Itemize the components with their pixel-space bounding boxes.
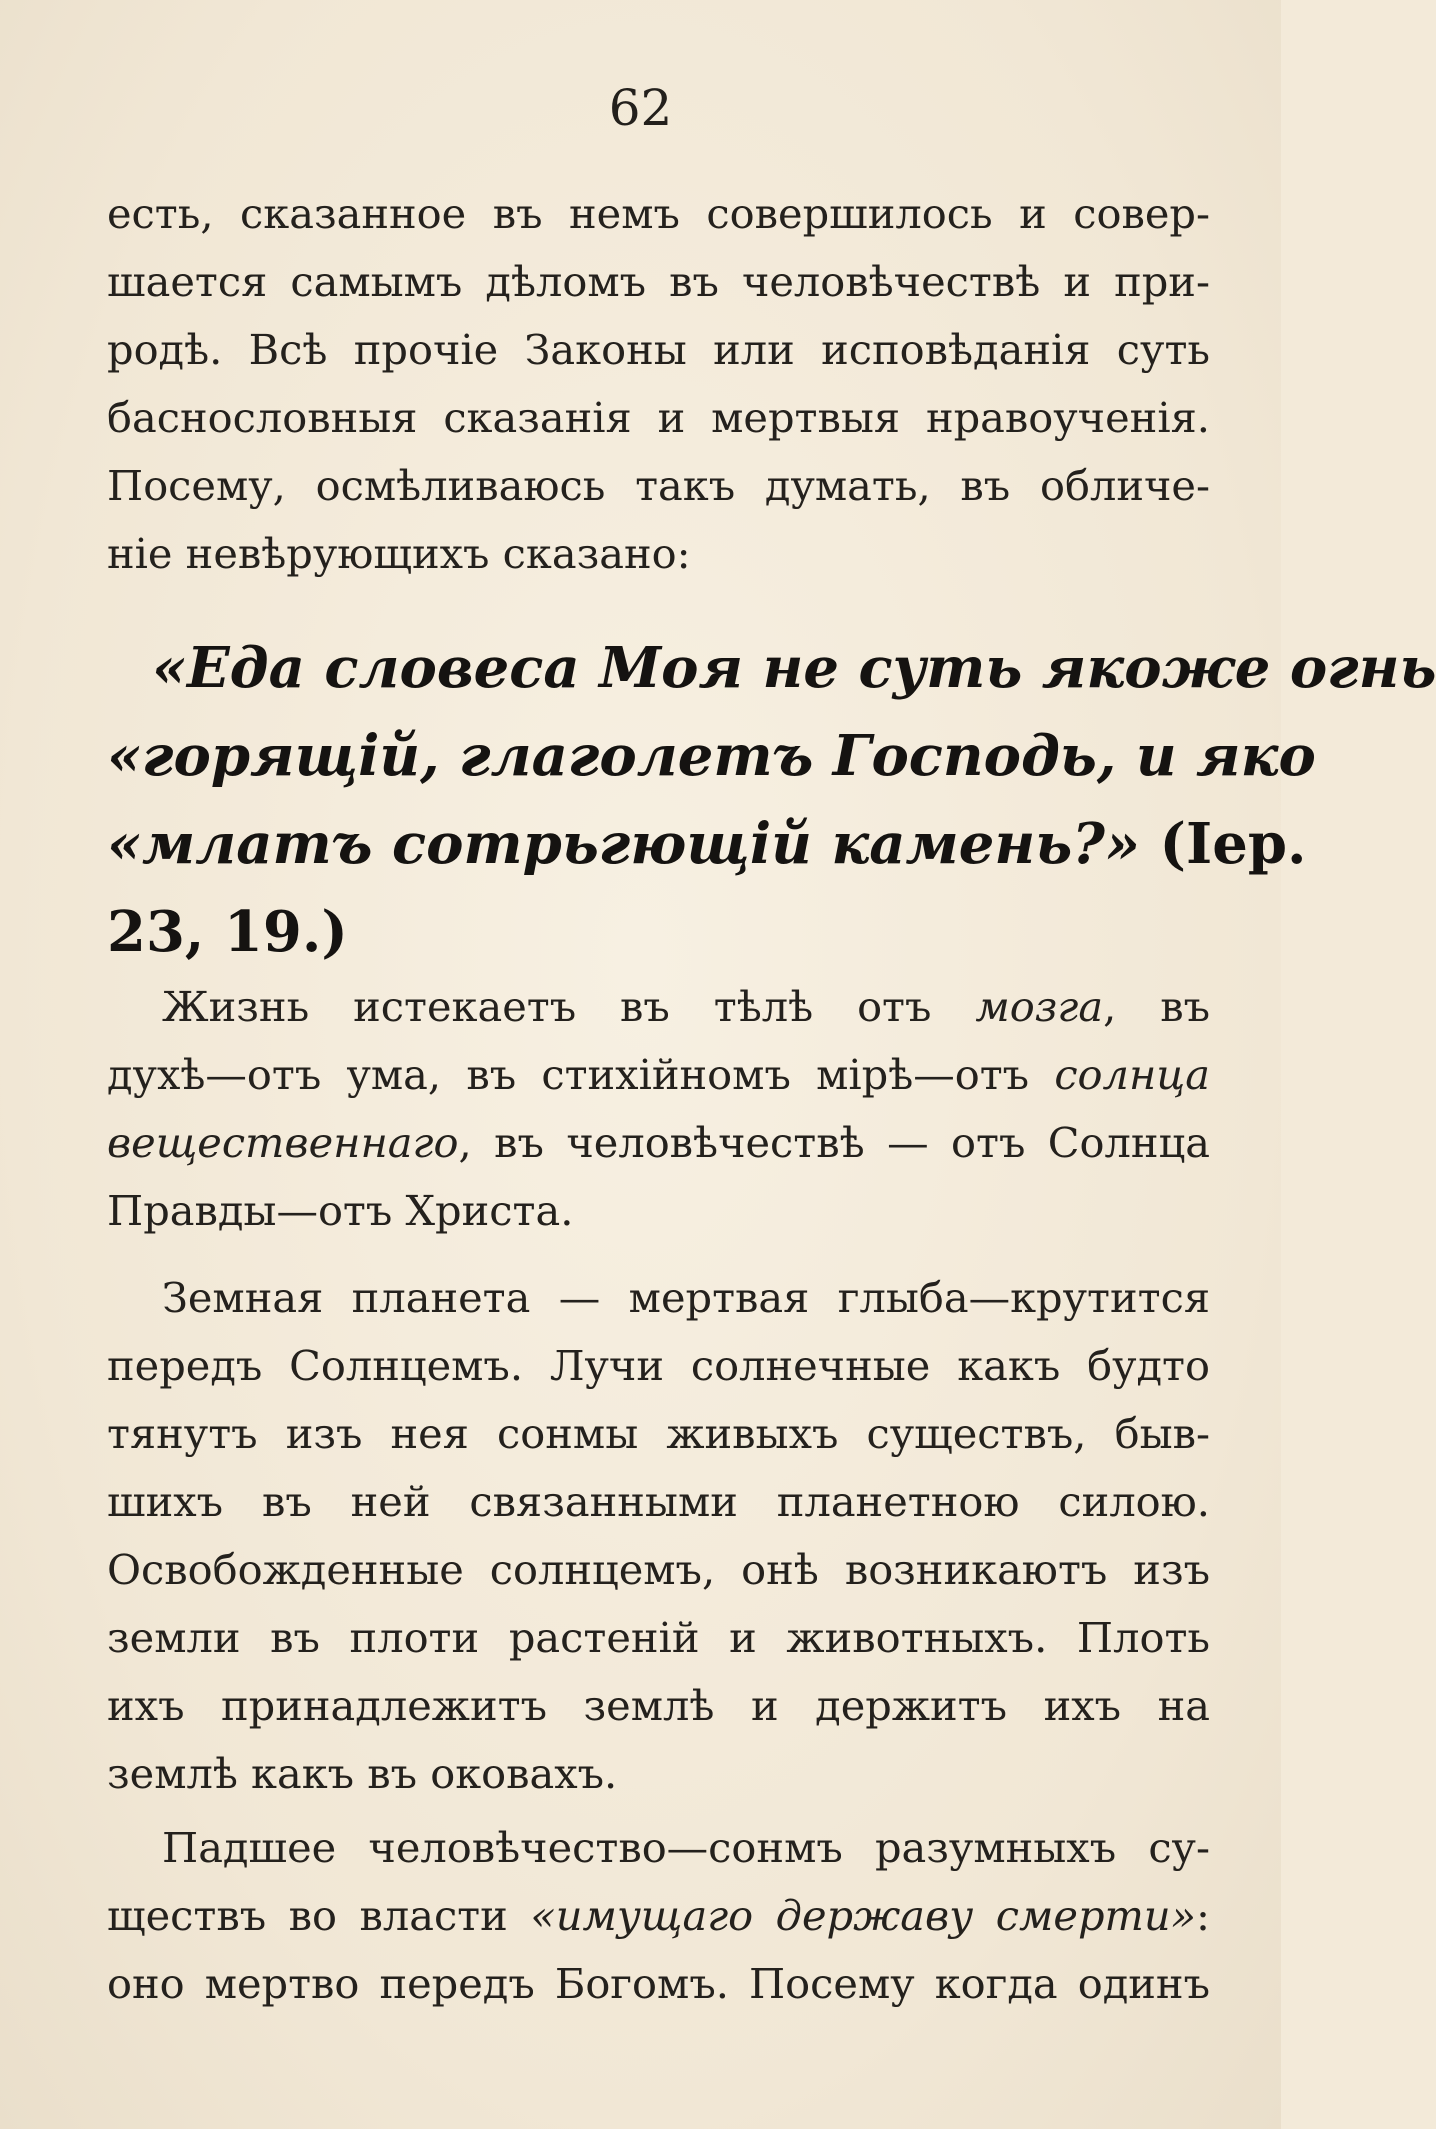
italic-phrase: «имущаго державу смерти» [530,1891,1196,1940]
text-line [107,1109,1210,1177]
text-line: ихъ принадлежитъ землѣ и держитъ ихъ на [107,1681,1210,1730]
quote-reference: (Іер. [1159,811,1307,877]
paragraph-2 [107,973,1210,1245]
text-line: землѣ какъ въ оковахъ. [107,1749,618,1798]
paragraph-1 [107,180,1210,588]
text-line: есть, сказанное въ немъ совершилось и совер- [107,189,1210,238]
text-line [107,973,1210,1041]
quote-reference-numbers: 23, 19.) [107,899,348,965]
quote-line [107,800,1307,888]
text-span: ществъ во власти [107,1891,508,1940]
text-line: земли въ плоти растеній и животныхъ. Плоть [107,1613,1210,1662]
italic-word: мозга [975,982,1104,1031]
text-line: родѣ. Всѣ прочіе Законы или исповѣданія суть [107,325,1210,374]
text-line: Посему, осмѣливаюсь такъ думать, въ обличе- [107,461,1210,510]
quote-line: «Еда словеса Моя не суть якоже огнь [152,635,1436,701]
text-line: ніе невѣрующихъ сказано: [107,529,691,578]
paragraph-4 [107,1814,1210,2018]
text-line [107,1882,1210,1950]
text-line: шихъ въ ней связанными планетною силою. [107,1477,1210,1526]
text-span: Жизнь истекаетъ въ тѣлѣ отъ [162,982,932,1031]
text-line: оно мертво передъ Богомъ. Посему когда одинъ [107,1959,1210,2008]
text-line: Падшее человѣчество—сонмъ разумныхъ су- [162,1823,1210,1872]
text-line: баснословныя сказанія и мертвыя нравоученія. [107,393,1210,442]
text-line: тянутъ изъ нея сонмы живыхъ существъ, быв- [107,1409,1210,1458]
scripture-quote [107,624,1436,976]
text-line: шается самымъ дѣломъ въ человѣчествѣ и при- [107,257,1210,306]
text-span: , въ [1103,982,1210,1031]
italic-word: солнца [1054,1050,1210,1099]
quote-line: «горящій, глаголетъ Господь, и яко [107,723,1316,789]
paragraph-3 [107,1264,1210,1808]
text-span: , въ человѣчествѣ — отъ Солнца [458,1118,1210,1167]
text-line: Освобожденные солнцемъ, онѣ возникаютъ изъ [107,1545,1210,1594]
page-number: 62 [608,79,673,137]
text-line: передъ Солнцемъ. Лучи солнечные какъ будто [107,1341,1210,1390]
text-line [107,1041,1210,1109]
italic-word: вещественнаго [107,1118,459,1167]
quote-text: «млатъ сотрьгющій камень?» [107,811,1140,877]
text-line: Земная планета — мертвая глыба—крутится [162,1273,1210,1322]
text-line: Правды—отъ Христа. [107,1186,574,1235]
text-span: духѣ—отъ ума, въ стихійномъ мірѣ—отъ [107,1050,1030,1099]
text-span: : [1196,1891,1210,1940]
